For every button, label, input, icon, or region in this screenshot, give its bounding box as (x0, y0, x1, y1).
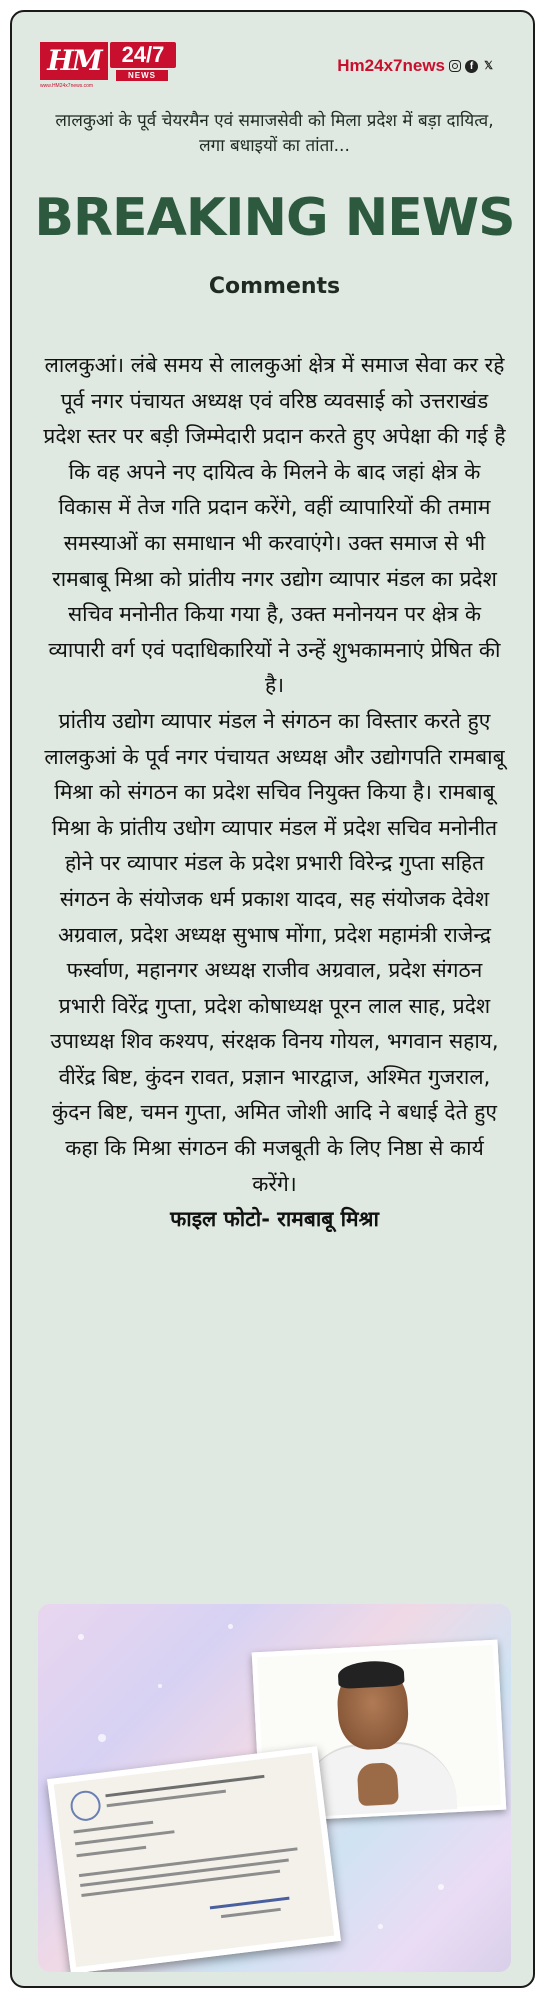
news-card (10, 10, 535, 1988)
letter-line (74, 1821, 154, 1834)
article-paragraph: प्रांतीय उद्योग व्यापार मंडल ने संगठन का विस्तार करते हुए लालकुआं के पूर्व नगर पंचायत अध्यक्ष और उद्योगपति रामबाबू मिश्रा को संगठन का प्रदेश सचिव नियुक्त किया है। रामबाबू मिश्रा के प्रांतीय उधोग व्यापार मंडल में प्रदेश सचिव मनोनीत होने पर व्यापार मंडल के प्रदेश प्रभारी विरेन्द्र गुप्ता सहित संगठन के संयोजक धर्म प्रकाश यादव, सह संयोजक देवेश अग्रवाल, प्रदेश अध्यक्ष सुभाष मोंगा, प्रदेश महामंत्री राजेन्द्र फर्स्वाण, महानगर अध्यक्ष राजीव अग्रवाल, प्रदेश संगठन प्रभारी विरेंद्र गुप्ता, प्रदेश कोषाध्यक्ष पूरन लाल साह, प्रदेश उपाध्यक्ष शिव कश्यप, संरक्षक विनय गोयल, भगवान सहाय, वीरेंद्र बिष्ट, कुंदन रावत, प्रज्ञान भारद्वाज, अश्मित गुजराल, कुंदन बिष्ट, चमन गुप्ता, अमित जोशी आदि ने बधाई देते हुए कहा कि मिश्रा संगठन की मजबूती के लिए निष्ठा से कार्य करेंगे। (44, 708, 505, 1196)
letter-line (221, 1908, 281, 1918)
letter-line (76, 1846, 146, 1858)
portrait-hair (337, 1660, 404, 1689)
social-handle[interactable] (337, 56, 495, 76)
comments-label[interactable]: Comments (208, 274, 341, 299)
portrait-hands (357, 1762, 399, 1806)
instagram-icon[interactable] (449, 60, 461, 72)
x-icon[interactable]: 𝕏 (484, 59, 493, 72)
facebook-icon[interactable]: f (465, 60, 478, 73)
brand-logo[interactable] (40, 38, 198, 98)
sparkle (228, 1624, 233, 1629)
letter-emblem (69, 1789, 102, 1822)
logo-247-mark: 24/7 (110, 42, 176, 68)
sparkle (158, 1684, 162, 1688)
breaking-news-title: BREAKING NEWS (34, 188, 515, 248)
logo-url: www.HM24x7news.com (40, 83, 94, 89)
sparkle (378, 1924, 383, 1929)
logo-hm-mark: HM (40, 42, 108, 80)
article-paragraph: लालकुआं। लंबे समय से लालकुआं क्षेत्र में समाज सेवा कर रहे पूर्व नगर पंचायत अध्यक्ष एवं वरिष्ठ व्यवसाई को उत्तराखंड प्रदेश स्तर पर बड़ी जिम्मेदारी प्रदान करते हुए अपेक्षा की गई है कि वह अपने नए दायित्व के मिलने के बाद जहां क्षेत्र के विकास में तेज गति प्रदान करेंगे, वहीं व्यापारियों की तमाम समस्याओं का समाधान भी करवाएंगे। उक्त समाज से भी रामबाबू मिश्रा को प्रांतीय नगर उद्योग व्यापार मंडल का प्रदेश सचिव मनोनीत किया गया है, उक्त मनोनयन पर क्षेत्र के व्यापारी वर्ग एवं पदाधिकारियों ने उन्हें शुभकामनाएं प्रेषित की है। (43, 353, 506, 698)
sparkle (438, 1884, 444, 1890)
sparkle (98, 1734, 106, 1742)
appointment-letter-photo (47, 1746, 341, 1972)
sparkle (78, 1634, 84, 1640)
photo-collage (38, 1604, 511, 1972)
article-body (42, 348, 507, 1238)
letter-line (75, 1830, 175, 1845)
photo-caption: फाइल फोटो- रामबाबू मिश्रा (170, 1207, 379, 1232)
headline: लालकुआं के पूर्व चेयरमैन एवं समाजसेवी को मिला प्रदेश में बड़ा दायित्व, लगा बधाइयों का तांता... (55, 111, 494, 156)
logo-news-mark: NEWS (116, 70, 168, 81)
handle-text: Hm24x7news (337, 56, 445, 75)
